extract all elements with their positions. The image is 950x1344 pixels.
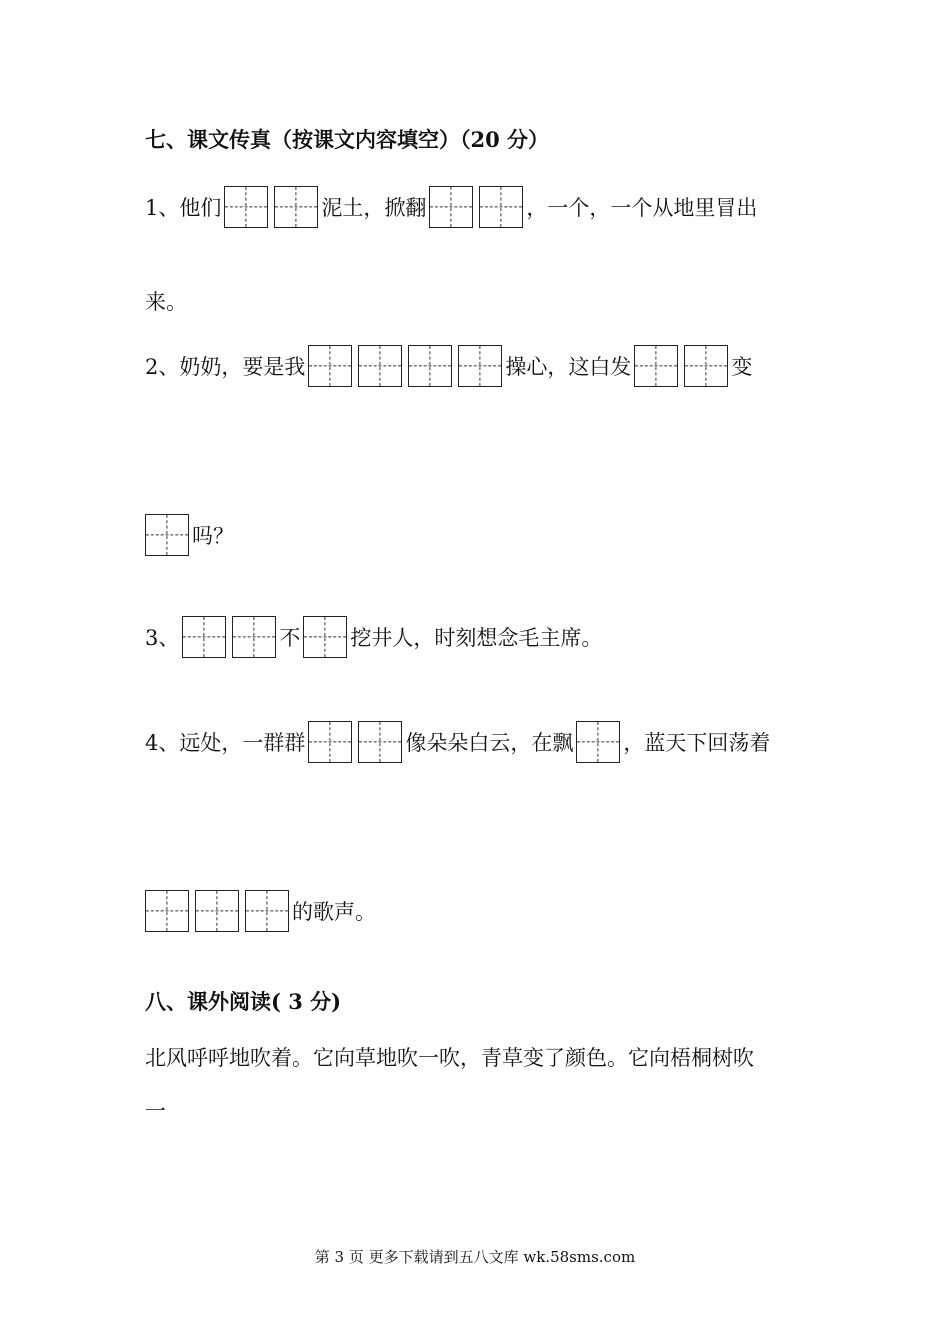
char-box[interactable] xyxy=(429,186,473,228)
char-box[interactable] xyxy=(145,890,189,932)
q1-text-b: 泥土，掀翻 xyxy=(321,196,427,220)
char-box[interactable] xyxy=(308,345,352,387)
question-2-line-2 xyxy=(145,508,234,556)
char-box[interactable] xyxy=(308,721,352,763)
q2-text-b: 操心，这白发 xyxy=(505,355,632,379)
q4-text-c: ，蓝天下回荡着 xyxy=(623,731,771,755)
char-box[interactable] xyxy=(274,186,318,228)
question-1-line-1 xyxy=(145,180,757,228)
q2-text-d: 吗？ xyxy=(192,524,234,548)
q1-text-d: 来。 xyxy=(145,290,187,314)
page-footer: 第 3 页 更多下载请到五八文库 wk.58sms.com xyxy=(314,1248,636,1266)
q4-text-d: 的歌声。 xyxy=(292,900,376,924)
char-box[interactable] xyxy=(684,345,728,387)
q2-text-c: 变 xyxy=(731,355,753,379)
question-4-line-2 xyxy=(145,884,376,932)
char-box[interactable] xyxy=(224,186,268,228)
question-4-line-1 xyxy=(145,715,770,763)
char-box[interactable] xyxy=(145,514,189,556)
char-box[interactable] xyxy=(182,616,226,658)
char-box[interactable] xyxy=(479,186,523,228)
q3-text-c: 挖井人，时刻想念毛主席。 xyxy=(350,626,603,650)
char-box[interactable] xyxy=(634,345,678,387)
char-box[interactable] xyxy=(358,345,402,387)
char-box[interactable] xyxy=(408,345,452,387)
char-box[interactable] xyxy=(303,616,347,658)
q4-text-a: 4、远处，一群群 xyxy=(145,731,306,755)
reading-passage-line-1: 北风呼呼地吹着。它向草地吹一吹，青草变了颜色。它向梧桐树吹 xyxy=(145,1046,754,1070)
question-3-line xyxy=(145,610,602,658)
q1-text-a: 1、他们 xyxy=(145,196,222,220)
q2-text-a: 2、奶奶，要是我 xyxy=(145,355,306,379)
q4-text-b: 像朵朵白云，在飘 xyxy=(405,731,574,755)
q3-text-b: 不 xyxy=(279,626,301,650)
char-box[interactable] xyxy=(358,721,402,763)
question-2-line-1 xyxy=(145,339,752,387)
reading-passage-line-2: 一 xyxy=(145,1099,166,1123)
char-box[interactable] xyxy=(458,345,502,387)
char-box[interactable] xyxy=(232,616,276,658)
section-8-title: 八、课外阅读( 3 分) xyxy=(145,989,342,1014)
q1-text-c: ，一个，一个从地里冒出 xyxy=(526,196,758,220)
char-box[interactable] xyxy=(245,890,289,932)
char-box[interactable] xyxy=(576,721,620,763)
char-box[interactable] xyxy=(195,890,239,932)
q3-text-a: 3、 xyxy=(145,626,180,650)
section-7-title: 七、课文传真（按课文内容填空）（20 分） xyxy=(145,127,550,152)
